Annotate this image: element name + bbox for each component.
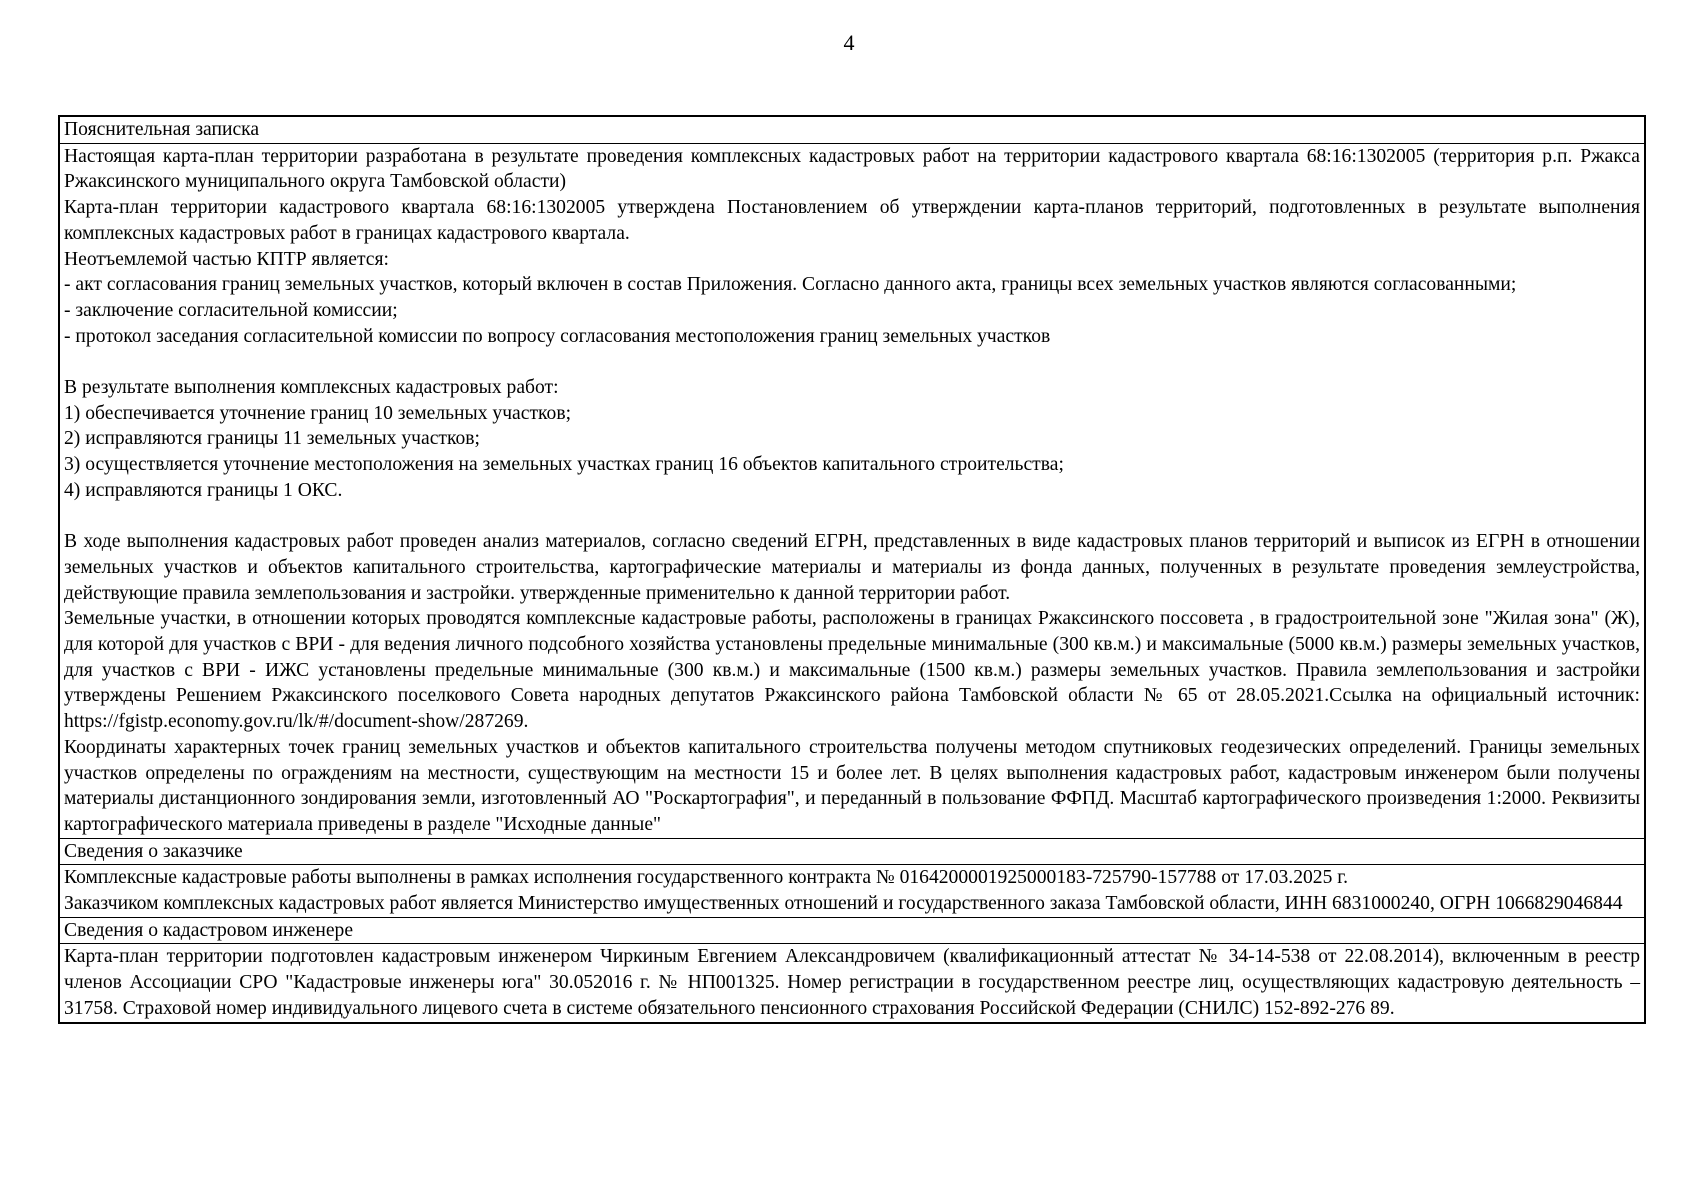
spacer	[64, 349, 1640, 375]
paragraph: Неотъемлемой частью КПТР является:	[64, 248, 389, 270]
page-number: 4	[843, 30, 855, 55]
section-body-explanatory	[60, 144, 1644, 839]
paragraph: В ходе выполнения кадастровых работ проведен анализ материалов, согласно сведений ЕГРН, представленных в виде кадастровых планов территорий и выписок из ЕГРН в отношении земельных участков и объектов капитального строительства, картографические материалы и материалы из фонда данных, полученных в результате проведения землеустройства, действующие правила землепользования и застройки. утвержденные применительно к данной территории работ.	[64, 531, 1640, 604]
list-item: - акт согласования границ земельных участков, который включен в состав Приложения. Согласно данного акта, границы всех земельных участков являются согласованными;	[64, 274, 1517, 296]
list-item: - протокол заседания согласительной комиссии по вопросу согласования местоположения границ земельных участков	[64, 325, 1051, 347]
list-item: 3) осуществляется уточнение местоположения на земельных участках границ 16 объектов капитального строительства;	[64, 454, 1064, 476]
section-body-engineer	[60, 944, 1644, 1021]
paragraph: Земельные участки, в отношении которых проводятся комплексные кадастровые работы, расположены в границах Ржаксинского поссовета , в градостроительной зоне "Жилая зона" (Ж), для которой для участков с ВРИ - для ведения личного подсобного хозяйства установлены предельные минимальные (300 кв.м.) и максимальные (5000 кв.м.) размеры земельных участков, для участков с ВРИ - ИЖС установлены предельные минимальные (300 кв.м.) и максимальные (1500 кв.м.) размеры земельных участков. Правила землепользования и застройки утверждены Решением Ржаксинского поселкового Совета народных депутатов Ржаксинского района Тамбовской области № 65 от 28.05.2021.Ссылка на официальный источник: https://fgistp.economy.gov.ru/lk/#/document-show/287269.	[64, 608, 1640, 733]
section-header-engineer	[60, 918, 1644, 945]
paragraph: В результате выполнения комплексных кадастровых работ:	[64, 377, 559, 399]
paragraph: Настоящая карта-план территории разработана в результате проведения комплексных кадастровых работ на территории кадастрового квартала 68:16:1302005 (территория р.п. Ржакса Ржаксинского муниципального округа Тамбовской области)	[64, 145, 1640, 193]
section-title: Сведения о заказчике	[64, 840, 243, 862]
list-item: 4) исправляются границы 1 ОКС.	[64, 479, 343, 501]
document-table	[58, 115, 1646, 1024]
paragraph: Карта-план территории подготовлен кадастровым инженером Чиркиным Евгением Александровичем (квалификационный аттестат № 34-14-538 от 22.08.2014), включенным в реестр членов Ассоциации СРО "Кадастровые инженеры юга" 30.052016 г. № НП001325. Номер регистрации в государственном реестре лиц, осуществляющих кадастровую деятельность – 31758. Страховой номер индивидуального лицевого счета в системе обязательного пенсионного страхования Российской Федерации (СНИЛС) 152-892-276 89.	[64, 946, 1640, 1019]
list-item: 2) исправляются границы 11 земельных участков;	[64, 428, 480, 450]
section-header-customer	[60, 839, 1644, 866]
spacer	[64, 504, 1640, 530]
paragraph: Заказчиком комплексных кадастровых работ является Министерство имущественных отношений и государственного заказа Тамбовской области, ИНН 6831000240, ОГРН 1066829046844	[64, 893, 1623, 915]
list-item: 1) обеспечивается уточнение границ 10 земельных участков;	[64, 402, 572, 424]
paragraph: Комплексные кадастровые работы выполнены в рамках исполнения государственного контракта № 0164200001925000183-725790-157788 от 17.03.2025 г.	[64, 867, 1349, 889]
section-body-customer	[60, 865, 1644, 917]
section-title: Пояснительная записка	[64, 119, 260, 140]
list-item: - заключение согласительной комиссии;	[64, 299, 398, 321]
paragraph: Карта-план территории кадастрового квартала 68:16:1302005 утверждена Постановлением об утверждении карта-планов территорий, подготовленных в результате выполнения комплексных кадастровых работ в границах кадастрового квартала.	[64, 197, 1640, 244]
paragraph: Координаты характерных точек границ земельных участков и объектов капитального строительства получены методом спутниковых геодезических определений. Границы земельных участков определены по ограждениям на местности, существующим на местности 15 и более лет. В целях выполнения кадастровых работ, кадастровым инженером были получены материалы дистанционного зондирования земли, изготовленный АО "Роскартография", и переданный в пользование ФФПД. Масштаб картографического произведения 1:2000. Реквизиты картографического материала приведены в разделе "Исходные данные"	[64, 736, 1640, 835]
section-header-explanatory	[60, 117, 1644, 144]
section-title: Сведения о кадастровом инженере	[64, 919, 354, 941]
